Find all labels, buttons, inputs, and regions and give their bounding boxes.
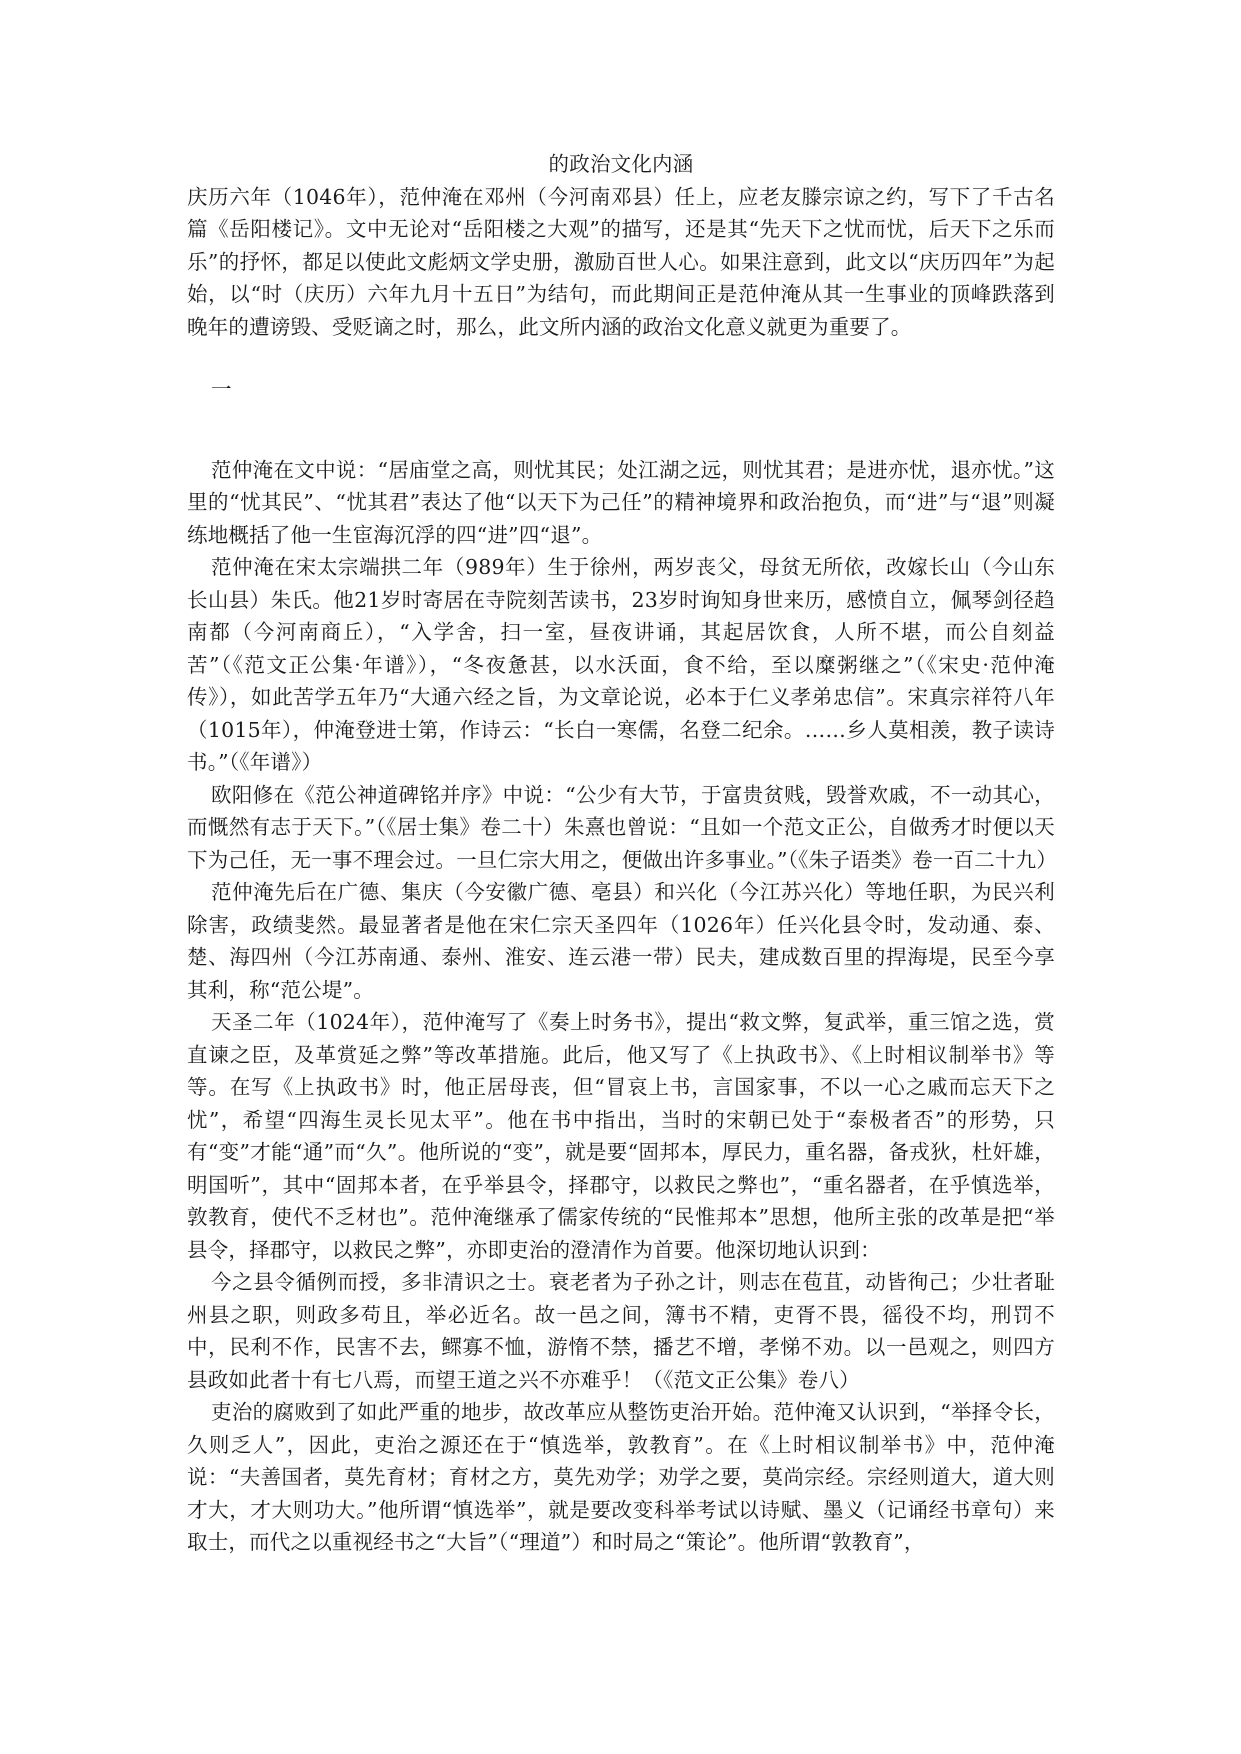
- body-paragraph: 范仲淹在文中说：“居庙堂之高，则忧其民；处江湖之远，则忧其君；是进亦忧，退亦忧。”这里的“忧其民”、“忧其君”表达了他“以天下为己任”的精神境界和政治抱负，而“进”与“退”则凝练地概括了他一生宦海沉浮的四“进”四“退”。: [187, 457, 1055, 547]
- body-paragraph: 范仲淹在宋太宗端拱二年（989年）生于徐州，两岁丧父，母贫无所依，改嫁长山（今山东长山县）朱氏。他21岁时寄居在寺院刻苦读书，23岁时询知身世来历，感愤自立，佩琴剑径趋南都（今河南商丘），“入学舍，扫一室，昼夜讲诵，其起居饮食，人所不堪，而公自刻益苦”（《范文正公集·年谱》），“冬夜惫甚，以水沃面，食不给，至以糜粥继之”（《宋史·范仲淹传》），如此苦学五年乃“大通六经之旨，为文章论说，必本于仁义孝弟忠信”。宋真宗祥符八年（1015年），仲淹登进士第，作诗云：“长白一寒儒，名登二纪余。……乡人莫相羡，教子读诗书。”（《年谱》）: [187, 555, 1055, 774]
- intro-paragraph: 庆历六年（1046年），范仲淹在邓州（今河南邓县）任上，应老友滕宗谅之约，写下了千古名篇《岳阳楼记》。文中无论对“岳阳楼之大观”的描写，还是其“先天下之忧而忧，后天下之乐而乐”的抒怀，都足以使此文彪炳文学史册，激励百世人心。如果注意到，此文以“庆历四年”为起始，以“时（庆历）六年九月十五日”为结句，而此期间正是范仲淹从其一生事业的顶峰跌落到晚年的遭谤毁、受贬谪之时，那么，此文所内涵的政治文化意义就更为重要了。: [187, 184, 1055, 339]
- body-paragraph: 天圣二年（1024年），范仲淹写了《奏上时务书》，提出“救文弊，复武举，重三馆之选，赏直谏之臣，及革赏延之弊”等改革措施。此后，他又写了《上执政书》、《上时相议制举书》等等。在写《上执政书》时，他正居母丧，但“冒哀上书，言国家事，不以一心之戚而忘天下之忧”，希望“四海生灵长见太平”。他在书中指出，当时的宋朝已处于“泰极者否”的形势，只有“变”才能“通”而“久”。他所说的“变”，就是要“固邦本，厚民力，重名器，备戎狄，杜奸雄，明国听”，其中“固邦本者，在乎举县令，择郡守，以救民之弊也”，“重名器者，在乎慎选举，敦教育，使代不乏材也”。范仲淹继承了儒家传统的“民惟邦本”思想，他所主张的改革是把“举县令，择郡守，以救民之弊”，亦即吏治的澄清作为首要。他深切地认识到：: [187, 1010, 1055, 1262]
- document-title: 的政治文化内涵: [548, 152, 694, 176]
- section-number: 一: [211, 377, 232, 401]
- body-paragraph: 范仲淹先后在广德、集庆（今安徽广德、亳县）和兴化（今江苏兴化）等地任职，为民兴利除害，政绩斐然。最显著者是他在宋仁宗天圣四年（1026年）任兴化县令时，发动通、泰、楚、海四州（今江苏南通、泰州、淮安、连云港一带）民夫，建成数百里的捍海堤，民至今享其利，称“范公堤”。: [187, 880, 1055, 1002]
- section-gap: [187, 406, 1055, 454]
- body-paragraph: 欧阳修在《范公神道碑铭并序》中说：“公少有大节，于富贵贫贱，毁誉欢戚，不一动其心，而慨然有志于天下。”（《居士集》卷二十）朱熹也曾说：“且如一个范文正公，自做秀才时便以天下为己任，无一事不理会过。一旦仁宗大用之，便做出许多事业。”（《朱子语类》卷一百二十九）: [187, 782, 1058, 872]
- body-paragraph: 吏治的腐败到了如此严重的地步，故改革应从整饬吏治开始。范仲淹又认识到，“举择令长，久则乏人”，因此，吏治之源还在于“慎选举，敦教育”。在《上时相议制举书》中，范仲淹说：“夫善国者，莫先育材；育材之方，莫先劝学；劝学之要，莫尚宗经。宗经则道大，道大则才大，才大则功大。”他所谓“慎选举”，就是要改变科举考试以诗赋、墨义（记诵经书章句）来取士，而代之以重视经书之“大旨”（“理道”）和时局之“策论”。他所谓“敦教育”，: [187, 1400, 1055, 1554]
- block-quote-paragraph: 今之县令循例而授，多非清识之士。衰老者为子孙之计，则志在苞苴，动皆徇己；少壮者耻州县之职，则政多苟且，举必近名。故一邑之间，簿书不精，吏胥不畏，徭役不均，刑罚不中，民利不作，民害不去，鳏寡不恤，游惰不禁，播艺不增，孝悌不劝。以一邑观之，则四方县政如此者十有七八焉，而望王道之兴不亦难乎！（《范文正公集》卷八）: [187, 1270, 1055, 1392]
- document-body: [187, 148, 1058, 1559]
